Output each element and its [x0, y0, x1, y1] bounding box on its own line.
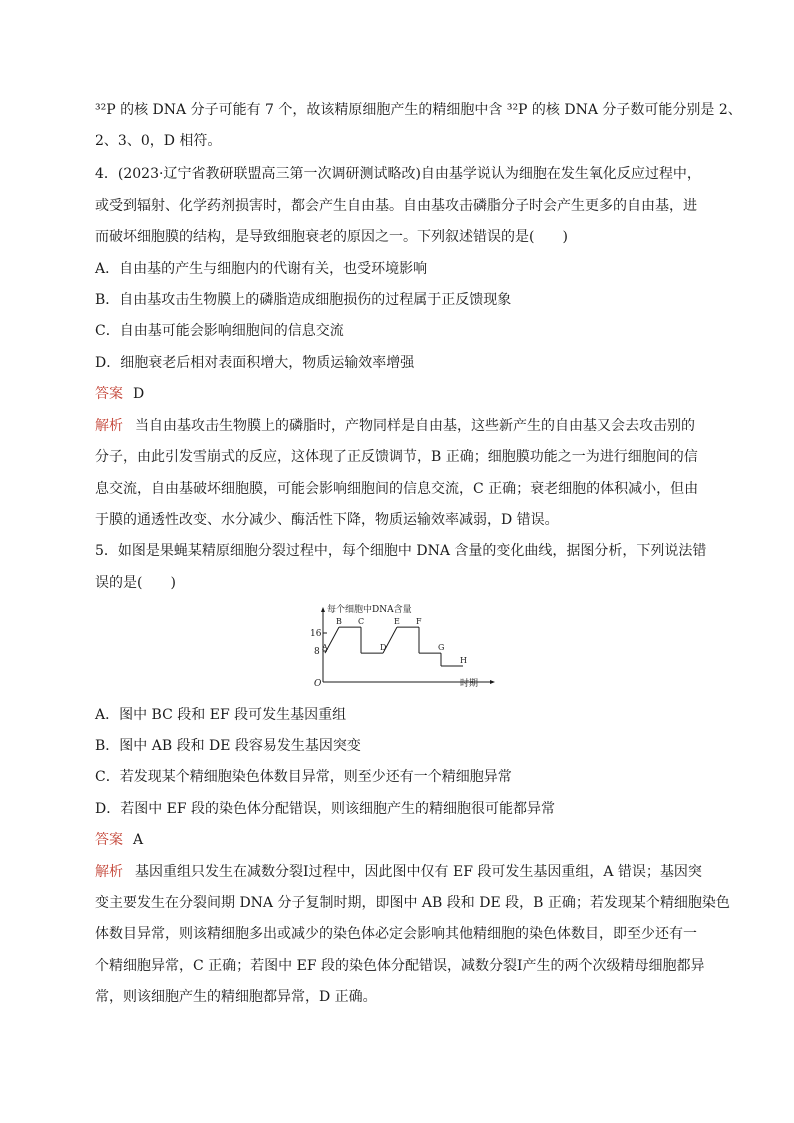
answer-line	[95, 386, 705, 402]
point-labels	[321, 617, 467, 665]
question-4-stem: 而破坏细胞膜的结构，是导致细胞衰老的原因之一。下列叙述错误的是( )	[95, 229, 568, 245]
y-tick-label: 8	[314, 647, 320, 657]
analysis-label: 解析	[95, 418, 123, 434]
answer-value: A	[133, 832, 144, 848]
analysis-line	[95, 418, 705, 434]
option-d: D．若图中 EF 段的染色体分配错误，则该细胞产生的精细胞很可能都异常	[95, 801, 556, 817]
option-b: B．图中 AB 段和 DE 段容易发生基因突变	[95, 738, 361, 754]
analysis-text: 于膜的通透性改变、水分减少、酶活性下降，物质运输效率减弱，D 错误。	[95, 512, 559, 528]
analysis-label: 解析	[95, 864, 123, 880]
point-label-B: B	[336, 617, 342, 627]
y-axis-label: 每个细胞中DNA含量	[327, 605, 412, 615]
x-axis-arrow	[490, 680, 495, 684]
analysis-text: 个精细胞异常，C 正确；若图中 EF 段的染色体分配错误，减数分裂Ⅰ产生的两个次级精母细胞都异	[95, 958, 705, 974]
option-b: B．自由基攻击生物膜上的磷脂造成细胞损伤的过程属于正反馈现象	[95, 292, 512, 308]
question-4-stem: 4．(2023·辽宁省教研联盟高三第一次调研测试略改)自由基学说认为细胞在发生氧化反应过程中，	[95, 166, 701, 182]
point-label-A: A	[322, 643, 328, 653]
point-label-E: E	[394, 617, 400, 627]
chart-svg	[300, 602, 500, 687]
analysis-text: 基因重组只发生在减数分裂Ⅰ过程中，因此图中仅有 EF 段可发生基因重组，A 错误；基因突	[135, 864, 702, 880]
analysis-text: 变主要发生在分裂间期 DNA 分子复制时期，即图中 AB 段和 DE 段，B 正确；若发现某个精细胞染色	[95, 895, 730, 911]
point-label-H: H	[460, 656, 467, 666]
analysis-text: 分子，由此引发雪崩式的反应，这体现了正反馈调节，B 正确；细胞膜功能之一为进行细胞间的信	[95, 449, 698, 465]
answer-label: 答案	[95, 832, 123, 848]
question-5-stem: 误的是( )	[95, 575, 176, 591]
analysis-text: 当自由基攻击生物膜上的磷脂时，产物同样是自由基，这些新产生的自由基又会去攻击别的	[135, 418, 695, 434]
answer-line	[95, 832, 705, 848]
option-d: D．细胞衰老后相对表面积增大，物质运输效率增强	[95, 355, 415, 371]
origin-label: O	[314, 679, 322, 687]
analysis-text: 体数目异常，则该精细胞多出或减少的染色体必定会影响其他精细胞的染色体数目，即至少还有一	[95, 926, 697, 942]
option-c: C．若发现某个精细胞染色体数目异常，则至少还有一个精细胞异常	[95, 769, 512, 785]
answer-label: 答案	[95, 386, 123, 402]
analysis-text: 常，则该细胞产生的精细胞都异常，D 正确。	[95, 989, 377, 1005]
point-label-C: C	[358, 617, 365, 627]
answer-value: D	[133, 386, 145, 402]
point-label-D: D	[380, 643, 387, 653]
question-4-stem: 或受到辐射、化学药剂损害时，都会产生自由基。自由基攻击磷脂分子时会产生更多的自由基，进	[95, 198, 697, 214]
x-axis-label: 时期	[460, 679, 479, 687]
text-line: 2、3、0，D 相符。	[95, 133, 222, 149]
y-axis-arrow	[321, 607, 325, 612]
option-a: A．图中 BC 段和 EF 段可发生基因重组	[95, 707, 347, 723]
analysis-text: 息交流，自由基破坏细胞膜，可能会影响细胞间的信息交流，C 正确；衰老细胞的体积减小，但由	[95, 481, 699, 497]
option-c: C．自由基可能会影响细胞间的信息交流	[95, 323, 344, 339]
point-label-F: F	[416, 617, 422, 627]
question-5-stem: 5．如图是果蝇某精原细胞分裂过程中，每个细胞中 DNA 含量的变化曲线，据图分析，下列说法错	[95, 543, 707, 559]
point-label-G: G	[438, 643, 445, 653]
text-line: ³²P 的核 DNA 分子可能有 7 个，故该精原细胞产生的精细胞中含 ³²P 的核 DNA 分子数可能分别是 2、	[95, 102, 742, 118]
dna-content-chart	[300, 602, 500, 687]
y-tick-label: 16	[310, 629, 322, 639]
analysis-line	[95, 864, 705, 880]
option-a: A．自由基的产生与细胞内的代谢有关，也受环境影响	[95, 261, 428, 277]
